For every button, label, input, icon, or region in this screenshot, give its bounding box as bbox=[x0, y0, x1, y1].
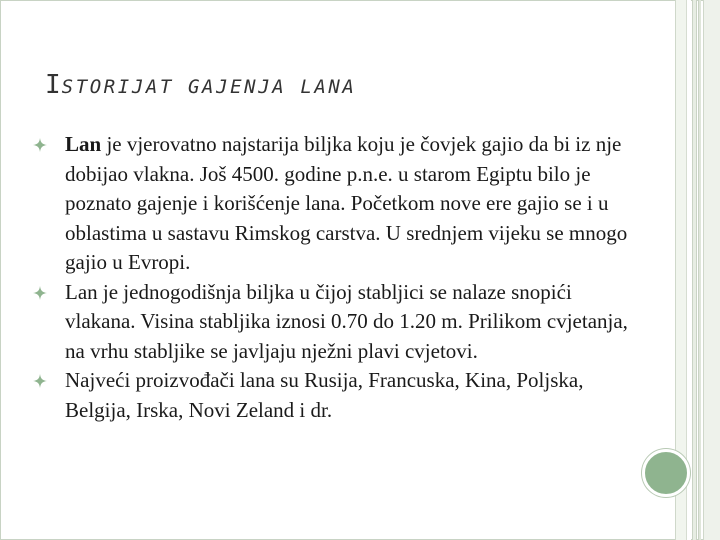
bullet-list bbox=[33, 130, 633, 425]
decorative-side-stripe bbox=[686, 0, 691, 540]
title-rest: STORIJAT GAJENJA LANA bbox=[61, 76, 357, 98]
decorative-side-stripe bbox=[698, 0, 701, 540]
bullet-text: je vjerovatno najstarija biljka koju je čovjek gajio da bi iz nje dobijao vlakna. Još 4500. godine p.n.e. u starom Egiptu bilo je poznato gajenje i korišćenje lana. Početkom nove ere gajio se i u oblastima u sastavu Rimskog carstva. U srednjem vijeku se mnogo gajio u Evropi. bbox=[65, 132, 628, 274]
bullet-text: Lan je jednogodišnja biljka u čijoj stabljici se nalaze snopići vlakana. Visina stabljika iznosi 0.70 do 1.20 m. Prilikom cvjetanja, na vrhu stabljike se javljaju nježni plavi cvjetovi. bbox=[65, 279, 628, 363]
title-first-letter: I bbox=[45, 70, 62, 100]
bullet-item bbox=[33, 366, 633, 425]
decorative-circle-ornament bbox=[642, 449, 690, 497]
bullet-item bbox=[33, 130, 633, 278]
decorative-side-stripe bbox=[692, 0, 697, 540]
bullet-lead-term: Lan bbox=[65, 132, 102, 156]
slide-title bbox=[45, 70, 356, 100]
four-point-star-icon bbox=[33, 286, 47, 300]
bullet-text: Najveći proizvođači lana su Rusija, Francuska, Kina, Poljska, Belgija, Irska, Novi Zeland i dr. bbox=[65, 368, 584, 422]
bullet-item bbox=[33, 278, 633, 367]
four-point-star-icon bbox=[33, 138, 47, 152]
four-point-star-icon bbox=[33, 374, 47, 388]
decorative-side-stripe bbox=[703, 0, 720, 540]
